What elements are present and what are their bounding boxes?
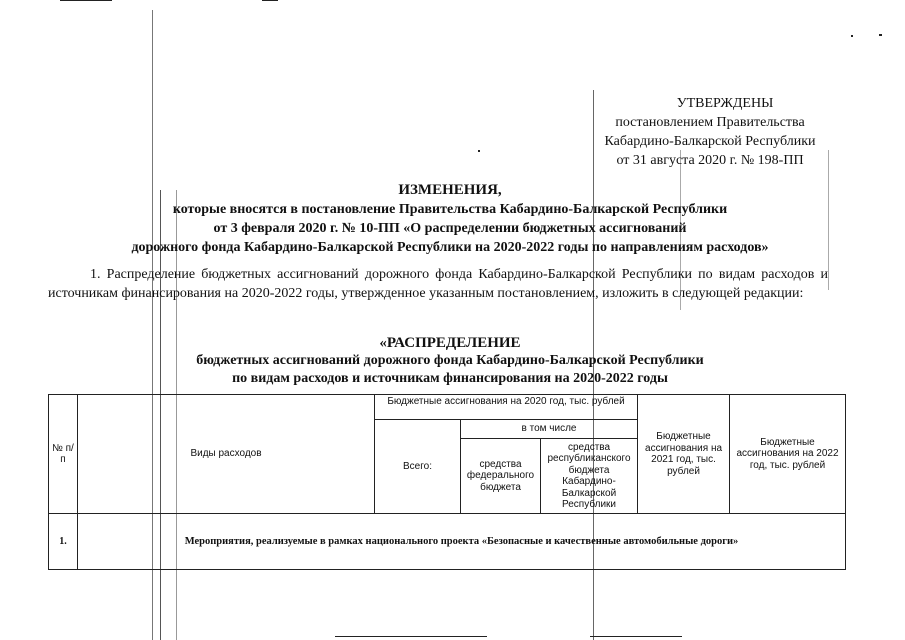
header-expense-types: Виды расходов bbox=[78, 395, 375, 514]
budget-table bbox=[48, 394, 846, 570]
paragraph-1-text: 1. Распределение бюджетных ассигнований дорожного фонда Кабардино-Балкарской Республики по видам расходов и источникам финансирования на 2020-2022 годы, утвержденное указанным постановлением, изложить в следующей редакции: bbox=[48, 267, 828, 301]
approval-title: УТВЕРЖДЕНЫ bbox=[676, 96, 774, 111]
paragraph-1 bbox=[48, 266, 828, 303]
header-total: Всего: bbox=[375, 420, 461, 514]
scan-artifact-top-center bbox=[262, 0, 278, 1]
changes-line-2: от 3 февраля 2020 г. № 10-ПП «О распределении бюджетных ассигнований bbox=[213, 221, 687, 236]
row-number: 1. bbox=[49, 514, 78, 570]
changes-line-1: которые вносятся в постановление Правительства Кабардино-Балкарской Республики bbox=[172, 202, 728, 217]
distribution-line-1: бюджетных ассигнований дорожного фонда Кабардино-Балкарской Республики bbox=[196, 353, 704, 368]
approval-block bbox=[560, 94, 860, 170]
scan-artifact-dot-2 bbox=[879, 34, 882, 36]
changes-line-3: дорожного фонда Кабардино-Балкарской Республики на 2020-2022 годы по направлениям расходов» bbox=[131, 240, 769, 255]
approval-line-decree: постановлением Правительства bbox=[615, 115, 805, 130]
scan-artifact-dot-1 bbox=[851, 35, 853, 37]
row-description: Мероприятия, реализуемые в рамках национального проекта «Безопасные и качественные автомобильные дороги» bbox=[78, 514, 846, 570]
header-including: в том числе bbox=[461, 420, 638, 439]
table-row bbox=[49, 514, 846, 570]
header-2021: Бюджетные ассигнования на 2021 год, тыс. рублей bbox=[638, 395, 730, 514]
scan-artifact-bottom-line-2 bbox=[590, 636, 682, 637]
approval-line-date: от 31 августа 2020 г. № 198-ПП bbox=[616, 153, 804, 168]
header-2020: Бюджетные ассигнования на 2020 год, тыс. рублей bbox=[375, 395, 638, 420]
scan-artifact-dot-3 bbox=[478, 150, 480, 152]
changes-title-block bbox=[40, 181, 860, 257]
scan-artifact-bottom-line-1 bbox=[335, 636, 487, 637]
header-number: № п/п bbox=[49, 395, 78, 514]
distribution-heading: «РАСПРЕДЕЛЕНИЕ bbox=[379, 335, 521, 351]
header-federal-budget: средства федерального бюджета bbox=[461, 439, 541, 514]
distribution-line-2: по видам расходов и источникам финансирования на 2020-2022 годы bbox=[232, 371, 668, 386]
header-republic-budget: средства республиканского бюджета Кабардино-Балкарской Республики bbox=[541, 439, 638, 514]
approval-line-republic: Кабардино-Балкарской Республики bbox=[604, 134, 816, 149]
table-header-row-1 bbox=[49, 395, 846, 420]
scan-artifact-top-left bbox=[60, 0, 112, 1]
header-2022: Бюджетные ассигнования на 2022 год, тыс. рублей bbox=[730, 395, 846, 514]
changes-heading: ИЗМЕНЕНИЯ, bbox=[398, 182, 502, 198]
distribution-title-block bbox=[100, 334, 800, 388]
